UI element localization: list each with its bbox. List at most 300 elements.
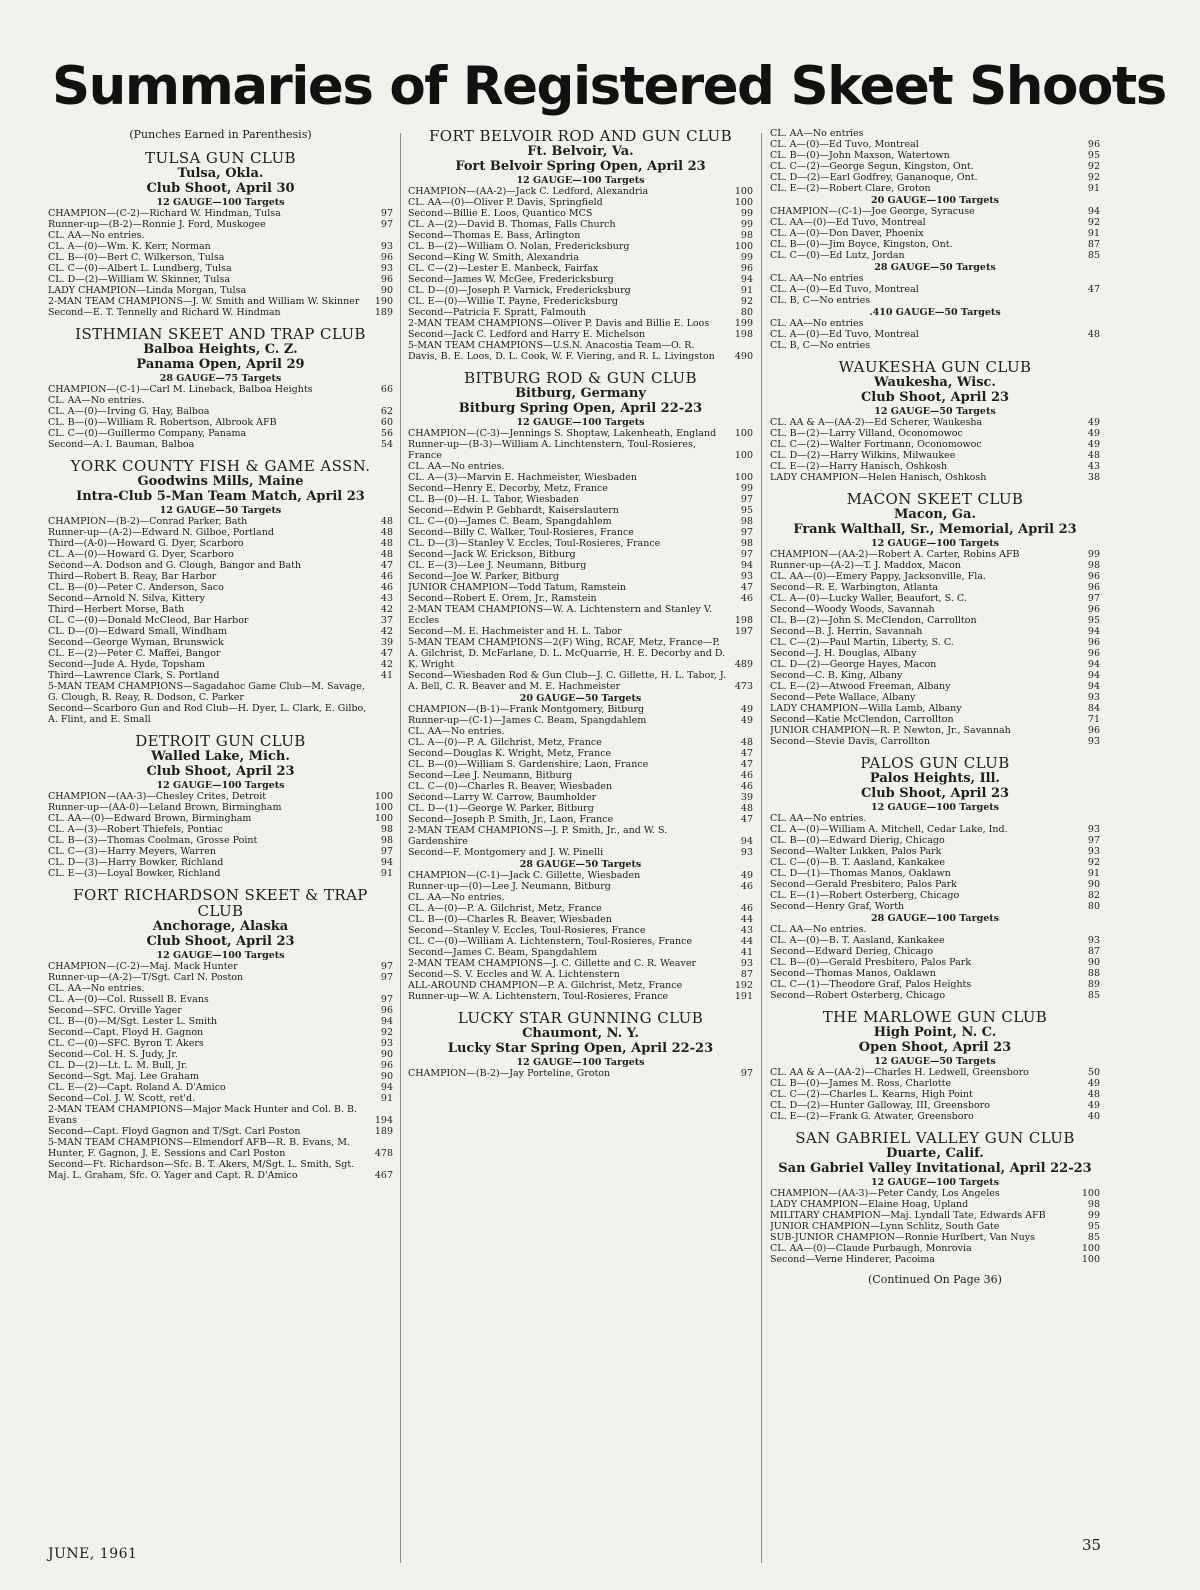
result-row <box>408 759 753 770</box>
result-text: CL. AA—No entries. <box>48 983 145 994</box>
result-text: CL. AA—No entries. <box>408 892 505 903</box>
result-row <box>48 681 393 703</box>
result-score: 194 <box>374 1115 393 1126</box>
result-score: 46 <box>740 781 753 792</box>
result-text: CL. D—(3)—Harry Bowker, Richland <box>48 857 224 868</box>
result-text: CHAMPION—(C-1)—Carl M. Lineback, Balboa Heights <box>48 384 313 395</box>
club-location: Ft. Belvoir, Va. <box>527 144 634 159</box>
result-score: 93 <box>1087 846 1100 857</box>
result-text: CHAMPION—(B-2)—Jay Porteline, Groton <box>408 1068 611 1079</box>
result-row <box>770 979 1100 990</box>
result-row <box>48 406 393 417</box>
result-score: 197 <box>734 626 753 637</box>
result-row <box>408 670 753 692</box>
result-row <box>770 150 1100 161</box>
result-row <box>408 870 753 881</box>
result-text: Second—Katie McClendon, Carrollton <box>770 714 954 725</box>
result-text: CL. B—(0)—William R. Robertson, Albrook AFB <box>48 417 277 428</box>
gauge-heading: .410 GAUGE—50 Targets <box>869 307 1001 318</box>
result-text: CHAMPION—(B-1)—Frank Montgomery, Bitburg <box>408 704 645 715</box>
result-row <box>408 792 753 803</box>
event-name: Club Shoot, April 30 <box>146 181 295 196</box>
column-1 <box>48 128 393 1530</box>
result-row <box>48 417 393 428</box>
result-score: 98 <box>1087 560 1100 571</box>
result-score: 93 <box>380 1038 393 1049</box>
result-row <box>48 1016 393 1027</box>
result-row <box>48 538 393 549</box>
result-text: CL. C—(0)—Albert L. Lundberg, Tulsa <box>48 263 232 274</box>
result-text: CL. B, C—No entries <box>770 295 871 306</box>
result-score: 89 <box>1087 979 1100 990</box>
result-text: 2-MAN TEAM CHAMPIONS—Major Mack Hunter and Col. B. B. Evans <box>48 1104 358 1126</box>
result-text: Second—Col. J. W. Scott, ret'd. <box>48 1093 196 1104</box>
result-text: Second—Scarboro Gun and Rod Club—H. Dyer, L. Clark, E. Gilbo, A. Flint, and E. Small <box>48 703 367 725</box>
result-text: MILITARY CHAMPION—Maj. Lyndall Tate, Edwards AFB <box>770 1210 1046 1221</box>
result-text: Third—Lawrence Clark, S. Portland <box>48 670 220 681</box>
event-name: Intra-Club 5-Man Team Match, April 23 <box>76 489 365 504</box>
result-text: JUNIOR CHAMPION—R. P. Newton, Jr., Savannah <box>770 725 1011 736</box>
club-location: Balboa Heights, C. Z. <box>143 342 298 357</box>
result-row <box>48 1082 393 1093</box>
result-row <box>48 593 393 604</box>
gauge-heading: 12 GAUGE—50 Targets <box>874 1056 996 1067</box>
gauge-heading: 12 GAUGE—100 Targets <box>156 197 285 208</box>
result-score: 84 <box>1087 703 1100 714</box>
result-score: 71 <box>1087 714 1100 725</box>
result-row <box>770 901 1100 912</box>
result-score: 46 <box>740 770 753 781</box>
result-text: Runner-up—(B-3)—William A. Linchtenstern, Toul-Rosieres, France <box>408 439 696 461</box>
result-text: Second—Edward Derieg, Chicago <box>770 946 934 957</box>
result-row <box>770 295 1100 306</box>
result-score: 94 <box>1087 626 1100 637</box>
result-text: ALL-AROUND CHAMPION—P. A. Gilchrist, Metz, France <box>408 980 683 991</box>
result-score: 82 <box>1087 890 1100 901</box>
result-score: 94 <box>380 857 393 868</box>
event-name: Lucky Star Spring Open, April 22-23 <box>447 1041 714 1056</box>
result-text: CL. C—(2)—George Segun, Kingston, Ont. <box>770 161 974 172</box>
result-text: CL. B—(2)—John S. McClendon, Carrollton <box>770 615 977 626</box>
result-score: 49 <box>740 704 753 715</box>
result-row <box>408 748 753 759</box>
result-row <box>408 936 753 947</box>
result-score: 87 <box>1087 946 1100 957</box>
club-section <box>770 128 1100 351</box>
result-text: Second—George Wyman, Brunswick <box>48 637 224 648</box>
result-text: CL. A—(0)—Lucky Waller, Beaufort, S. C. <box>770 593 967 604</box>
result-score: 48 <box>380 538 393 549</box>
page-number: 35 <box>1082 1536 1102 1554</box>
club-section <box>770 359 1100 483</box>
issue-date: JUNE, 1961 <box>48 1546 138 1562</box>
result-text: Second—A. I. Bauman, Balboa <box>48 439 195 450</box>
result-text: CL. B—(0)—John Maxson, Watertown <box>770 150 950 161</box>
result-row <box>408 980 753 991</box>
result-score: 93 <box>1087 692 1100 703</box>
result-score: 42 <box>380 659 393 670</box>
result-text: CL. D—(2)—Hunter Galloway, III, Greensboro <box>770 1100 990 1111</box>
result-text: CL. E—(3)—Loyal Bowker, Richland <box>48 868 221 879</box>
result-score: 96 <box>740 263 753 274</box>
result-text: CHAMPION—(C-1)—Jack C. Gillette, Wiesbaden <box>408 870 641 881</box>
result-score: 478 <box>374 1148 393 1159</box>
result-row <box>408 825 753 847</box>
result-text: CL. AA & A—(AA-2)—Ed Scherer, Waukesha <box>770 417 983 428</box>
result-score: 90 <box>1087 879 1100 890</box>
club-section <box>770 1009 1100 1122</box>
result-score: 49 <box>740 715 753 726</box>
result-row <box>408 770 753 781</box>
result-row <box>770 439 1100 450</box>
result-score: 100 <box>734 450 753 461</box>
result-text: CL. C—(0)—Guillermo Company, Panama <box>48 428 247 439</box>
result-text: CL. AA—No entries <box>770 273 864 284</box>
result-row <box>770 284 1100 295</box>
result-text: Third—(A-0)—Howard G. Dyer, Scarboro <box>48 538 244 549</box>
result-row <box>408 538 753 549</box>
result-row <box>48 670 393 681</box>
result-row <box>770 835 1100 846</box>
result-row <box>408 560 753 571</box>
result-score: 100 <box>734 186 753 197</box>
result-text: Runner-up—(A-2)—T. J. Maddox, Macon <box>770 560 961 571</box>
result-text: CL. E—(2)—Harry Hanisch, Oshkosh <box>770 461 948 472</box>
result-row <box>770 813 1100 824</box>
result-row <box>48 428 393 439</box>
result-row <box>770 725 1100 736</box>
result-score: 56 <box>380 428 393 439</box>
result-score: 99 <box>1087 549 1100 560</box>
result-row <box>48 1093 393 1104</box>
result-row <box>770 1111 1100 1122</box>
result-text: Second—Edwin P. Gebhardt, Kaiserslautern <box>408 505 619 516</box>
result-score: 48 <box>380 516 393 527</box>
result-row <box>770 714 1100 725</box>
result-row <box>408 208 753 219</box>
column-3 <box>770 128 1100 1530</box>
event-name: Bitburg Spring Open, April 22-23 <box>458 401 703 416</box>
club-location: Macon, Ga. <box>894 507 976 522</box>
result-score: 100 <box>734 428 753 439</box>
result-row <box>770 890 1100 901</box>
result-score: 97 <box>380 994 393 1005</box>
result-score: 48 <box>1087 329 1100 340</box>
gauge-heading: 12 GAUGE—100 Targets <box>870 538 1000 549</box>
result-text: CL. C—(0)—Donald McCleod, Bar Harbor <box>48 615 249 626</box>
result-score: 97 <box>380 846 393 857</box>
result-score: 92 <box>740 296 753 307</box>
intro-note: (Punches Earned in Parenthesis) <box>129 128 312 141</box>
result-text: CL. D—(2)—Harry Wilkins, Milwaukee <box>770 450 956 461</box>
club-section <box>48 326 393 450</box>
result-score: 49 <box>1087 1078 1100 1089</box>
result-text: CL. C—(0)—Charles R. Beaver, Wiesbaden <box>408 781 613 792</box>
result-row <box>770 615 1100 626</box>
result-score: 97 <box>740 1068 753 1079</box>
result-score: 48 <box>740 803 753 814</box>
result-text: CL. AA—(0)—Edward Brown, Birmingham <box>48 813 252 824</box>
result-text: CL. D—(2)—William W. Skinner, Tulsa <box>48 274 231 285</box>
gauge-heading: 28 GAUGE—50 Targets <box>874 262 996 273</box>
result-score: 48 <box>380 549 393 560</box>
result-text: Second—Larry W. Carrow, Baumholder <box>408 792 597 803</box>
result-row <box>770 857 1100 868</box>
result-row <box>770 846 1100 857</box>
result-score: 96 <box>1087 139 1100 150</box>
club-name: LUCKY STAR GUNNING CLUB <box>457 1009 704 1027</box>
result-row <box>48 857 393 868</box>
result-row <box>770 648 1100 659</box>
result-text: CL. A—(0)—P. A. Gilchrist, Metz, France <box>408 903 602 914</box>
result-text: Runner-up—W. A. Lichtenstern, Toul-Rosieres, France <box>408 991 669 1002</box>
result-row <box>770 340 1100 351</box>
result-score: 80 <box>740 307 753 318</box>
result-score: 42 <box>380 604 393 615</box>
result-score: 92 <box>1087 172 1100 183</box>
result-score: 54 <box>380 439 393 450</box>
result-row <box>770 329 1100 340</box>
result-score: 98 <box>1087 1199 1100 1210</box>
result-text: Second—SFC. Orville Yager <box>48 1005 182 1016</box>
gauge-heading: 12 GAUGE—100 Targets <box>870 1177 1000 1188</box>
result-row <box>48 824 393 835</box>
result-row <box>408 914 753 925</box>
result-row <box>408 892 753 903</box>
result-score: 90 <box>1087 957 1100 968</box>
result-score: 96 <box>1087 571 1100 582</box>
result-score: 94 <box>740 560 753 571</box>
result-text: CL. C—(2)—Charles L. Kearns, High Point <box>770 1089 973 1100</box>
result-score: 90 <box>380 1071 393 1082</box>
result-text: CHAMPION—(AA-2)—Jack C. Ledford, Alexandria <box>408 186 649 197</box>
result-row <box>48 659 393 670</box>
event-name: San Gabriel Valley Invitational, April 22-23 <box>778 1161 1092 1176</box>
result-text: SUB-JUNIOR CHAMPION—Ronnie Hurlbert, Van Nuys <box>770 1232 1035 1243</box>
result-text: Second—Henry E. Decorby, Metz, France <box>408 483 608 494</box>
result-score: 93 <box>380 263 393 274</box>
result-text: CL. AA—No entries. <box>48 230 145 241</box>
result-text: CL. D—(1)—Thomas Manos, Oaklawn <box>770 868 951 879</box>
result-row <box>48 219 393 230</box>
page-title: Summaries of Registered Skeet Shoots <box>52 56 1166 117</box>
result-row <box>770 1100 1100 1111</box>
result-row <box>770 670 1100 681</box>
club-location: Palos Heights, Ill. <box>869 771 1001 786</box>
result-score: 100 <box>734 241 753 252</box>
result-row <box>770 172 1100 183</box>
result-text: CL. C—(0)—James C. Beam, Spangdahlem <box>408 516 612 527</box>
result-row <box>770 935 1100 946</box>
club-name: THE MARLOWE GUN CLUB <box>822 1008 1048 1026</box>
result-text: CL. C—(2)—Walter Fortmann, Oconomowoc <box>770 439 982 450</box>
result-row <box>408 505 753 516</box>
result-row <box>408 461 753 472</box>
result-text: CL. D—(0)—Joseph P. Varnick, Fredericksburg <box>408 285 631 296</box>
result-score: 98 <box>380 835 393 846</box>
result-row <box>770 472 1100 483</box>
result-text: Second—S. V. Eccles and W. A. Lichtenstern <box>408 969 620 980</box>
column-divider <box>761 133 762 1563</box>
event-name: Club Shoot, April 23 <box>860 786 1010 801</box>
result-row <box>48 296 393 307</box>
result-row <box>770 217 1100 228</box>
gauge-heading: 20 GAUGE—100 Targets <box>870 195 1000 206</box>
result-row <box>770 128 1100 139</box>
result-row <box>770 1067 1100 1078</box>
result-score: 97 <box>380 208 393 219</box>
result-text: Second—Douglas K. Wright, Metz, France <box>408 748 612 759</box>
club-section <box>408 128 753 362</box>
result-text: Second—Sgt. Maj. Lee Graham <box>48 1071 199 1082</box>
result-row <box>770 681 1100 692</box>
result-text: 5-MAN TEAM CHAMPIONS—Elmendorf AFB—R. B. Evans, M. Hunter, F. Gagnon, J. E. Sessions and Carl Poston <box>48 1137 350 1159</box>
gauge-heading: 28 GAUGE—100 Targets <box>870 913 1000 924</box>
result-row <box>408 549 753 560</box>
result-score: 198 <box>734 615 753 626</box>
result-text: CL. B—(0)—William S. Gardenshire, Laon, France <box>408 759 649 770</box>
event-name: Open Shoot, April 23 <box>858 1040 1012 1055</box>
result-score: 99 <box>740 219 753 230</box>
result-score: 94 <box>740 274 753 285</box>
result-row <box>770 1232 1100 1243</box>
result-score: 100 <box>1081 1254 1100 1265</box>
result-row <box>48 637 393 648</box>
result-score: 47 <box>740 814 753 825</box>
result-row <box>48 994 393 1005</box>
result-score: 99 <box>740 252 753 263</box>
event-name: Club Shoot, April 23 <box>146 934 295 949</box>
result-score: 50 <box>1087 1067 1100 1078</box>
result-row <box>408 925 753 936</box>
result-row <box>770 626 1100 637</box>
result-row <box>48 1027 393 1038</box>
result-score: 47 <box>740 582 753 593</box>
result-score: 95 <box>1087 150 1100 161</box>
result-row <box>770 736 1100 747</box>
result-row <box>408 704 753 715</box>
result-score: 39 <box>380 637 393 648</box>
result-score: 48 <box>1087 450 1100 461</box>
result-score: 98 <box>740 230 753 241</box>
result-score: 97 <box>380 972 393 983</box>
result-row <box>408 626 753 637</box>
result-text: CHAMPION—(AA-3)—Peter Candy, Los Angeles <box>770 1188 1000 1199</box>
result-text: Second—Jack C. Ledford and Harry E. Michelson <box>408 329 646 340</box>
result-score: 97 <box>740 494 753 505</box>
result-text: Second—J. H. Douglas, Albany <box>770 648 917 659</box>
result-score: 92 <box>1087 161 1100 172</box>
result-score: 190 <box>374 296 393 307</box>
result-text: CHAMPION—(AA-2)—Robert A. Carter, Robins AFB <box>770 549 1020 560</box>
club-location: Goodwins Mills, Maine <box>137 474 304 489</box>
result-row <box>408 483 753 494</box>
result-text: 2-MAN TEAM CHAMPIONS—W. A. Lichtenstern and Stanley V. Eccles <box>408 604 713 626</box>
result-text: CL. AA & A—(AA-2)—Charles H. Ledwell, Greensboro <box>770 1067 1029 1078</box>
result-row <box>408 737 753 748</box>
result-row <box>408 241 753 252</box>
result-score: 92 <box>1087 217 1100 228</box>
result-text: CL. D—(1)—George W. Parker, Bitburg <box>408 803 594 814</box>
result-row <box>770 637 1100 648</box>
result-text: CL. C—(1)—Theodore Graf, Palos Heights <box>770 979 972 990</box>
result-text: CL. E—(2)—Capt. Roland A. D'Amico <box>48 1082 226 1093</box>
result-score: 99 <box>1087 1210 1100 1221</box>
result-text: CL. C—(0)—Ed Lutz, Jordan <box>770 250 905 261</box>
result-text: CHAMPION—(C-1)—Joe George, Syracuse <box>770 206 975 217</box>
result-text: 2-MAN TEAM CHAMPIONS—J. C. Gillette and C. R. Weaver <box>408 958 696 969</box>
result-score: 96 <box>380 252 393 263</box>
result-score: 189 <box>374 307 393 318</box>
result-row <box>408 263 753 274</box>
result-row <box>48 274 393 285</box>
result-score: 46 <box>740 903 753 914</box>
result-row <box>408 329 753 340</box>
result-text: Runner-up—(A-2)—T/Sgt. Carl N. Poston <box>48 972 244 983</box>
result-text: CL. B—(0)—Gerald Presbitero, Palos Park <box>770 957 972 968</box>
result-row <box>48 582 393 593</box>
result-row <box>770 593 1100 604</box>
continued-note: (Continued On Page 36) <box>868 1273 1002 1286</box>
club-section <box>408 370 753 1002</box>
result-score: 91 <box>380 868 393 879</box>
result-row <box>48 846 393 857</box>
result-score: 100 <box>374 802 393 813</box>
result-score: 90 <box>380 1049 393 1060</box>
result-row <box>48 307 393 318</box>
result-score: 96 <box>380 1005 393 1016</box>
result-row <box>408 637 753 670</box>
result-text: Runner-up—(AA-0)—Leland Brown, Birmingham <box>48 802 282 813</box>
result-text: 2-MAN TEAM CHAMPIONS—J. W. Smith and William W. Skinner <box>48 296 360 307</box>
result-row <box>770 183 1100 194</box>
club-section <box>48 458 393 725</box>
result-text: CL. AA—No entries <box>770 318 864 329</box>
result-score: 46 <box>740 881 753 892</box>
result-row <box>408 715 753 726</box>
result-row <box>48 395 393 406</box>
result-text: CL. A—(0)—William A. Mitchell, Cedar Lake, Ind. <box>770 824 1008 835</box>
result-score: 96 <box>380 1060 393 1071</box>
club-name: YORK COUNTY FISH & GAME ASSN. <box>70 457 371 475</box>
result-score: 62 <box>380 406 393 417</box>
result-row <box>770 659 1100 670</box>
result-row <box>408 285 753 296</box>
result-row <box>48 626 393 637</box>
event-name: Frank Walthall, Sr., Memorial, April 23 <box>793 522 1077 537</box>
club-name: PALOS GUN CLUB <box>860 754 1010 772</box>
result-score: 49 <box>1087 428 1100 439</box>
result-row <box>48 961 393 972</box>
result-score: 100 <box>1081 1188 1100 1199</box>
result-text: 5-MAN TEAM CHAMPIONS—Sagadahoc Game Club—M. Savage, G. Clough, R. Reay, R. Dodson, C. Parker <box>48 681 365 703</box>
result-text: CL. A—(2)—David B. Thomas, Falls Church <box>408 219 616 230</box>
club-section <box>48 733 393 879</box>
result-score: 100 <box>374 791 393 802</box>
result-text: Second—Robert Osterberg, Chicago <box>770 990 946 1001</box>
result-score: 46 <box>380 571 393 582</box>
result-score: 44 <box>740 936 753 947</box>
result-text: Second—R. E. Warbington, Atlanta <box>770 582 939 593</box>
result-text: Runner-up—(A-2)—Edward N. Gilboe, Portland <box>48 527 274 538</box>
gauge-heading: 12 GAUGE—50 Targets <box>159 505 282 516</box>
result-score: 467 <box>374 1170 393 1181</box>
result-text: Second—E. T. Tennelly and Richard W. Hindman <box>48 307 281 318</box>
result-score: 85 <box>1087 250 1100 261</box>
result-text: CL. A—(3)—Marvin E. Hachmeister, Wiesbaden <box>408 472 637 483</box>
club-name: BITBURG ROD & GUN CLUB <box>464 369 697 387</box>
gauge-heading: 12 GAUGE—100 Targets <box>156 950 285 961</box>
